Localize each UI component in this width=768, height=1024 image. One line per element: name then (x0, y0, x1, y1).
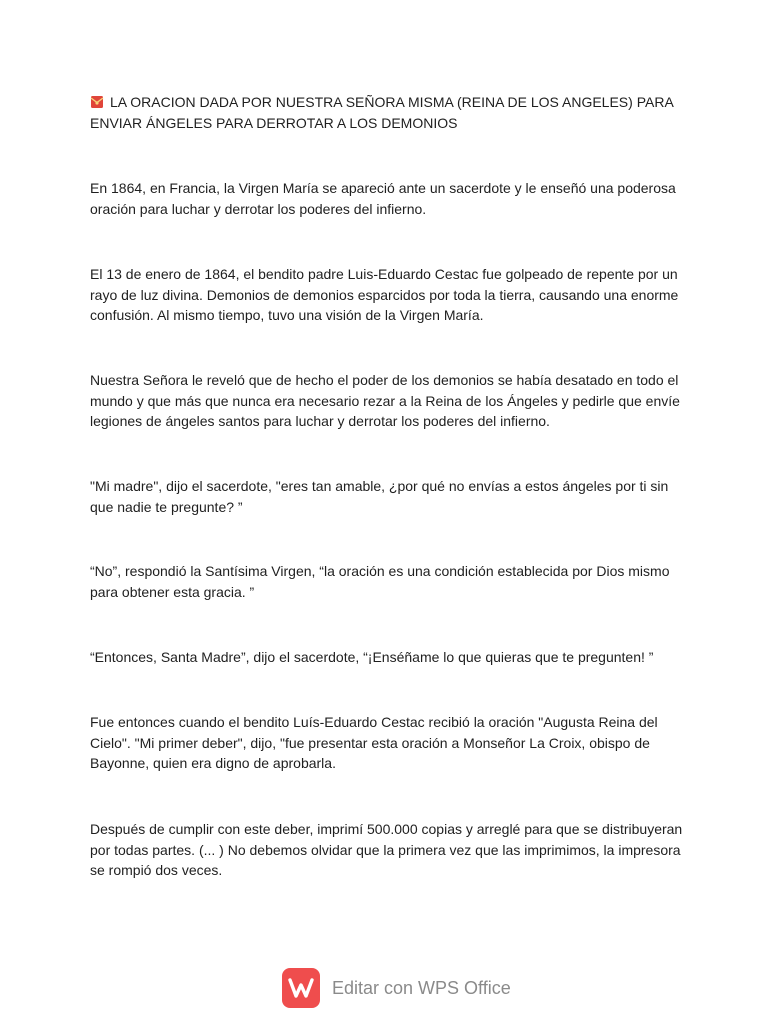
paragraph: El 13 de enero de 1864, el bendito padre Luis-Eduardo Cestac fue golpeado de repente por un rayo de luz divina. Demonios de demonios esparcidos por toda la tierra, causando una enorme confusión. Al mismo tiempo, tuvo una visión de la Virgen María. (90, 266, 679, 323)
paragraph: En 1864, en Francia, la Virgen María se apareció ante un sacerdote y le enseñó una poderosa oración para luchar y derrotar los poderes del infierno. (90, 180, 676, 217)
edit-with-wps-office-link[interactable] (282, 966, 511, 1010)
document-title-text: LA ORACION DADA POR NUESTRA SEÑORA MISMA (REINA DE LOS ANGELES) PARA ENVIAR ÁNGELES PARA DERROTAR A LOS DEMONIOS (90, 94, 674, 131)
paragraph: Después de cumplir con este deber, imprimí 500.000 copias y arreglé para que se distribuyeran por todas partes. (... ) No debemos olvidar que la primera vez que las imprimimos, la impresora se rompió dos veces. (90, 821, 683, 878)
footer-label[interactable]: Editar con WPS Office (332, 977, 511, 998)
paragraph: “No”, respondió la Santísima Virgen, “la oración es una condición establecida por Dios mismo para obtener esta gracia. ” (90, 563, 670, 600)
paragraph: "Mi madre", dijo el sacerdote, "eres tan amable, ¿por qué no envías a estos ángeles por ti sin que nadie te pregunte? ” (90, 478, 669, 515)
paragraph: Nuestra Señora le reveló que de hecho el poder de los demonios se había desatado en todo el mundo y que más que nunca era necesario rezar a la Reina de los Ángeles y pedirle que envíe legiones de ángeles santos para luchar y derrotar los poderes del infierno. (90, 372, 680, 429)
red-envelope-icon (90, 94, 104, 108)
paragraph: Fue entonces cuando el bendito Luís-Eduardo Cestac recibió la oración "Augusta Reina del Cielo". "Mi primer deber", dijo, "fue presentar esta oración a Monseñor La Croix, obispo de Bayonne, quien era digno de aprobarla. (90, 714, 658, 771)
document-title (90, 92, 690, 133)
wps-office-logo-icon (282, 968, 320, 1008)
paragraph: “Entonces, Santa Madre”, dijo el sacerdote, “¡Enséñame lo que quieras que te pregunten! ” (90, 649, 654, 665)
